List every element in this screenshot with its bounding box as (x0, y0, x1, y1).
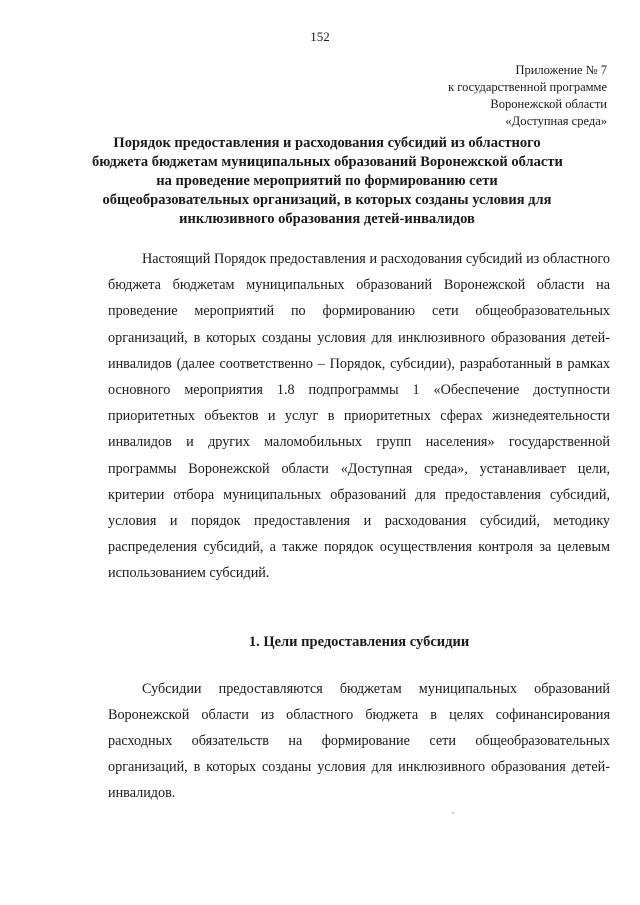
section-paragraph: Субсидии предоставляются бюджетам муниципальных образований Воронежской области из областного бюджета в целях софинансирования расходных обязательств на формирование сети общеобразовательных организаций, в которых созданы условия для инклюзивного образования детей-инвалидов. (108, 681, 610, 801)
appendix-line: Приложение № 7 (515, 63, 607, 77)
document-title (92, 134, 562, 229)
title-line: Порядок предоставления и расходования субсидий из областного (113, 135, 541, 151)
scan-speck (452, 812, 454, 814)
appendix-line: к государственной программе (448, 80, 607, 94)
intro-paragraph: Настоящий Порядок предоставления и расходования субсидий из областного бюджета бюджетам муниципальных образований Воронежской области на проведение мероприятий по формированию сети общеобразовательных организаций, в которых созданы условия для инклюзивного образования детей-инвалидов (далее соответственно – Порядок, субсидии), разработанный в рамках основного мероприятия 1.8 подпрограммы 1 «Обеспечение доступности приоритетных объектов и услуг в приоритетных сферах жизнедеятельности инвалидов и других маломобильных групп населения» государственной программы Воронежской области «Доступная среда», устанавливает цели, критерии отбора муниципальных образований для предоставления субсидий, условия и порядок предоставления и расходования субсидий, методику распределения субсидий, а также порядок осуществления контроля за целевым использованием субсидий. (108, 251, 610, 582)
page-number: 152 (310, 29, 330, 44)
appendix-line: «Доступная среда» (505, 114, 607, 128)
title-line: бюджета бюджетам муниципальных образований Воронежской области (92, 154, 563, 170)
title-line: общеобразовательных организаций, в которых созданы условия для (102, 192, 552, 208)
section-heading: 1. Цели предоставления субсидии (248, 634, 470, 650)
appendix-block (448, 62, 607, 130)
appendix-line: Воронежской области (490, 97, 607, 111)
title-line: инклюзивного образования детей-инвалидов (179, 211, 475, 227)
title-line: на проведение мероприятий по формированию сети (156, 173, 498, 189)
